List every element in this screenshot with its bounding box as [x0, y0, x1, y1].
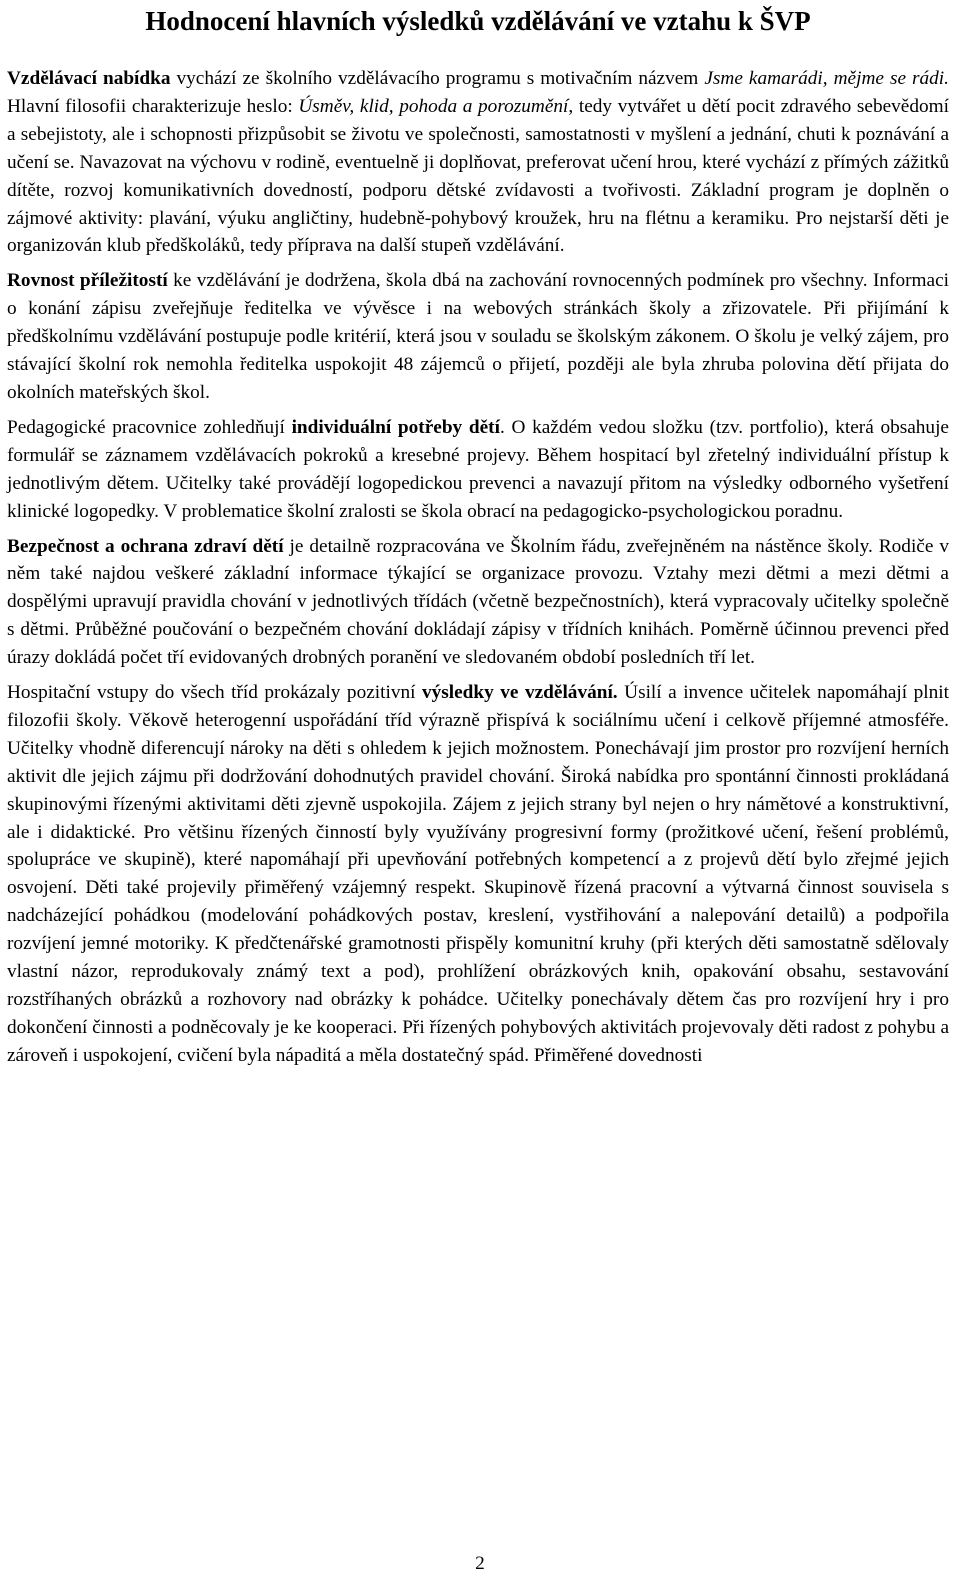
- paragraph-education-results: [7, 679, 949, 1070]
- italic-run: Úsměv, klid, pohoda a porozumění: [298, 95, 569, 117]
- paragraph-individual-needs: [7, 414, 949, 526]
- paragraph-equal-opportunities: [7, 267, 949, 407]
- text-run: Pedagogické pracovnice zohledňují: [7, 416, 292, 438]
- bold-run: výsledky ve vzdělávání.: [421, 682, 618, 704]
- bold-run: Rovnost příležitostí: [7, 270, 168, 292]
- text-run: . O každém vedou složku (tzv. portfolio), která obsahuje formulář se záznamem vzdělávacích pokroků a kresebné projevy. Během hospitací byl zřetelný individuální přístup k jednotlivým dětem. Učitelky také provádějí logopedickou prevenci a navazují přitom na výsledky odborného vyšetření klinické logopedky. V problematice školní zralosti se škola obrací na pedagogicko-psychologickou poradnu.: [7, 416, 949, 522]
- bold-run: individuální potřeby dětí: [291, 416, 500, 438]
- text-run: je detailně rozpracována ve Školním řádu, zveřejněném na nástěnce školy. Rodiče v něm také najdou veškeré základní informace týkající se organizace provozu. Vztahy mezi dětmi a mezi dětmi a dospělými upravují pravidla chování v jednotlivých třídách (včetně bezpečnostních), která vypracovaly učitelky společně s dětmi. Průběžné poučování o bezpečném chování dokládají zápisy v třídních knihách. Poměrně účinnou prevenci před úrazy dokládá počet tří evidovaných drobných poranění ve sledovaném období posledních tří let.: [7, 535, 950, 669]
- text-run: vychází ze školního vzdělávacího programu s motivačním názvem: [170, 68, 705, 89]
- paragraph-educational-offer: [7, 65, 949, 260]
- page-title: Hodnocení hlavních výsledků vzdělávání ve vztahu k ŠVP: [145, 6, 811, 36]
- bold-run: Vzdělávací nabídka: [7, 68, 171, 89]
- text-run: Hospitační vstupy do všech tříd prokázaly pozitivní: [7, 682, 422, 704]
- bold-run: Bezpečnost a ochrana zdraví dětí: [7, 535, 284, 557]
- italic-run: Jsme kamarádi, mějme se rádi.: [704, 68, 949, 89]
- text-run: Hlavní filosofii charakterizuje heslo:: [7, 95, 299, 117]
- text-run: ke vzdělávání je dodržena, škola dbá na zachování rovnocenných podmínek pro všechny. Informaci o konání zápisu zveřejňuje ředitelka ve vývěsce i na webových stránkách školy a zřizovatele. Při přijímání k předškolnímu vzdělávání postupuje podle kritérií, která jsou v souladu se školským zákonem. O školu je velký zájem, pro stávající školní rok nemohla ředitelka uspokojit 48 zájemců o přijetí, později ale byla zhruba polovina dětí přijata do okolních mateřských škol.: [7, 270, 950, 403]
- paragraph-safety: [7, 533, 949, 673]
- page-number: 2: [475, 1553, 485, 1574]
- text-run: Úsilí a invence učitelek napomáhají plnit filozofii školy. Věkově heterogenní uspořádání tříd výrazně přispívá k sociálnímu učení i celkově příjemné atmosféře. Učitelky vhodně diferencují nároky na děti s ohledem k jejich možnostem. Ponechávají jim prostor pro rozvíjení herních aktivit dle jejich zájmu při dodržování dohodnutých pravidel chování. Široká nabídka pro spontánní činnosti prokládaná skupinovými řízenými aktivitami děti zjevně uspokojila. Zájem z jejich strany byl nejen o hry námětové a konstruktivní, ale i didaktické. Pro většinu řízených činností byly využívány progresivní formy (prožitkové učení, řešení problémů, spolupráce ve skupině), které napomáhají při upevňování potřebných kompetencí a z projevů dětí bylo zřejmé jejich osvojení. Děti také projevily přiměřený vzájemný respekt. Skupinově řízená pracovní a výtvarná činnost souvisela s nadcházející pohádkou (modelování pohádkových postav, kreslení, vystřihování a nalepování detailů) a podpořila rozvíjení jemné motoriky. K předčtenářské gramotnosti přispěly komunitní kruhy (při kterých děti samostatně sdělovaly vlastní názor, reprodukovaly známý text a pod), prohlížení obrázkových knih, opakování obsahu, sestavování rozstříhaných obrázků a rozhovory nad obrázky k pohádce. Učitelky ponechávaly dětem čas pro rozvíjení hry i pro dokončení činnosti a podněcovaly je ke kooperaci. Při řízených pohybových aktivitách projevovaly děti radost z pohybu a zároveň i uspokojení, cvičení byla nápaditá a měla dostatečný spád. Přiměřené dovednosti: [7, 682, 949, 1066]
- text-run: , tedy vytvářet u dětí pocit zdravého sebevědomí a sebejistoty, ale i schopnosti přizpůsobit se životu ve společnosti, samostatnosti v myšlení a jednání, chuti k poznávání a učení se. Navazovat na výchovu v rodině, eventuelně ji doplňovat, preferovat učení hrou, které vychází z přímých zážitků dítěte, rozvoj komunikativních dovedností, podporu dětské zvídavosti a tvořivosti. Základní program je doplněn o zájmové aktivity: plavání, výuku angličtiny, hudebně-pohybový kroužek, hru na flétnu a keramiku. Pro nejstarší děti je organizován klub předškoláků, tedy příprava na další stupeň vzdělávání.: [7, 95, 949, 257]
